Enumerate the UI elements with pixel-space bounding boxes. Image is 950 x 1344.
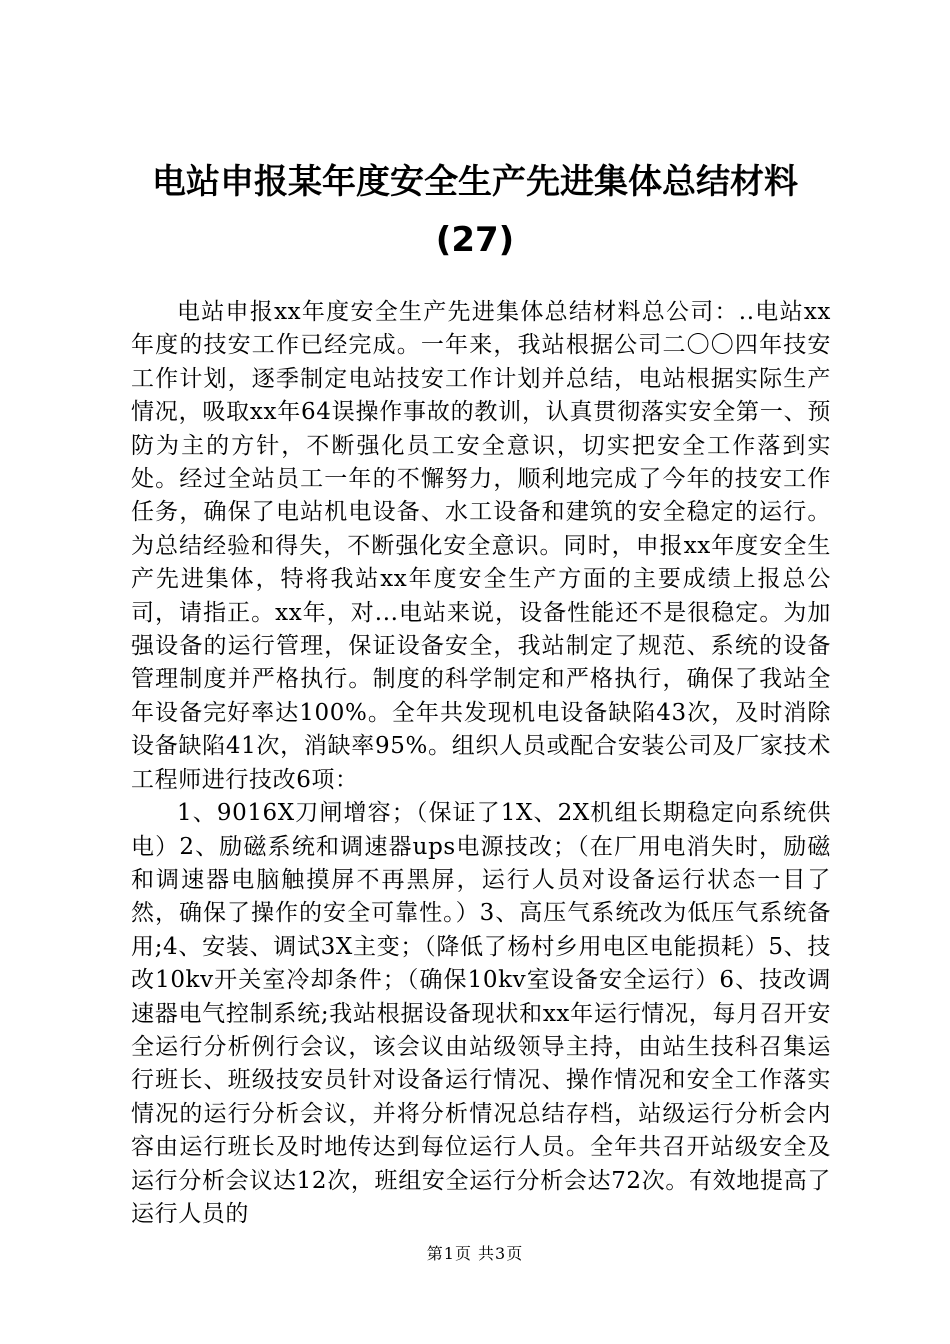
- body-paragraph: 1、9016X刀闸增容；（保证了1X、2X机组长期稳定向系统供电）2、励磁系统和调速器ups电源技改；（在厂用电消失时，励磁和调速器电脑触摸屏不再黑屏，运行人员对设备运行状态一目了然，确保了操作的安全可靠性。）3、高压气系统改为低压气系统备用;4、安装、调试3X主变；（降低了杨村乡用电区电能损耗）5、技改10kv开关室冷却条件；（确保10kv室设备安全运行）6、技改调速器电气控制系统;我站根据设备现状和xx年运行情况，每月召开安全运行分析例行会议，该会议由站级领导主持，由站生技科召集运行班长、班级技安员针对设备运行情况、操作情况和安全工作落实情况的运行分析会议，并将分析情况总结存档，站级运行分析会内容由运行班长及时地传达到每位运行人员。全年共召开站级安全及运行分析会议达12次，班组安全运行分析会达72次。有效地提高了运行人员的: [131, 800, 831, 1227]
- body-paragraph: 电站申报xx年度安全生产先进集体总结材料总公司：..电站xx年度的技安工作已经完成。一年来，我站根据公司二〇〇四年技安工作计划，逐季制定电站技安工作计划并总结，电站根据实际生产情况，吸取xx年64误操作事故的教训，认真贯彻落实安全第一、预防为主的方针，不断强化员工安全意识，切实把安全工作落到实处。经过全站员工一年的不懈努力，顺利地完成了今年的技安工作任务，确保了电站机电设备、水工设备和建筑的安全稳定的运行。为总结经验和得失，不断强化安全意识。同时，申报xx年度安全生产先进集体，特将我站xx年度安全生产方面的主要成绩上报总公司，请指正。xx年，对...电站来说，设备性能还不是很稳定。为加强设备的运行管理，保证设备安全，我站制定了规范、系统的设备管理制度并严格执行。制度的科学制定和严格执行，确保了我站全年设备完好率达100%。全年共发现机电设备缺陷43次，及时消除设备缺陷41次，消缺率95%。组织人员或配合安装公司及厂家技术工程师进行技改6项：: [131, 299, 831, 793]
- page-number-footer: 第1页 共3页: [426, 1244, 524, 1263]
- document-title-number: (27): [435, 220, 515, 260]
- document-title: 电站申报某年度安全生产先进集体总结材料: [152, 162, 798, 202]
- document-body: [131, 296, 831, 1231]
